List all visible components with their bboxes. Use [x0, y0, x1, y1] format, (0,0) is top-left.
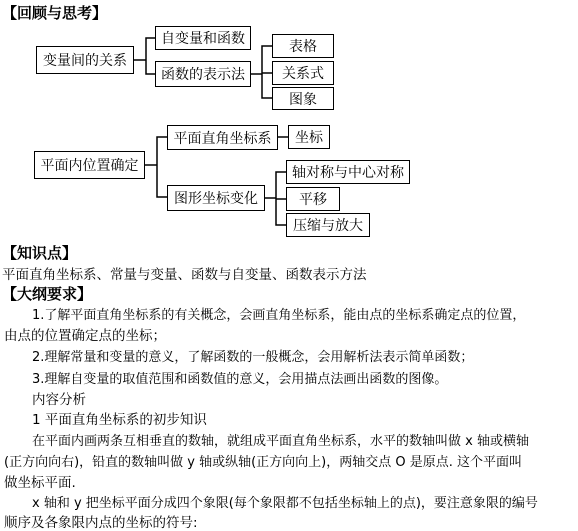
diagram1-level1-box-1: 函数的表示法	[155, 61, 251, 87]
section1-line-3: x 轴和 y 把坐标平面分成四个象限(每个象限都不包括坐标轴上的点)，要注意象限的编号	[32, 496, 538, 511]
diagram2-coord-box: 坐标	[288, 125, 330, 149]
section1-line-4: 顺序及各象限内点的坐标的符号:	[4, 515, 198, 531]
section1-line-0: 在平面内画两条互相垂直的数轴，就组成平面直角坐标系，水平的数轴叫做 x 轴或横轴	[32, 434, 529, 449]
diagram2-transform-box-2: 压缩与放大	[286, 213, 370, 237]
section1-line-2: 做坐标平面.	[4, 475, 76, 491]
section1-line-1: (正方向向右)，铅直的数轴叫做 y 轴或纵轴(正方向向上)，两轴交点 O 是原点. 这个平面叫	[4, 455, 523, 470]
outline-line-3: 3.理解自变量的取值范围和函数值的意义，会用描点法画出函数的图像。	[32, 372, 448, 387]
outline-heading: 【大纲要求】	[2, 285, 93, 303]
knowledge-text: 平面直角坐标系、常量与变量、函数与自变量、函数表示方法	[2, 267, 367, 283]
diagram2-level1-box-1: 图形坐标变化	[167, 185, 265, 211]
outline-line-0: 1.了解平面直角坐标系的有关概念，会画直角坐标系，能由点的坐标系确定点的位置，	[32, 308, 526, 323]
content-title: 内容分析	[32, 392, 86, 408]
diagram1-level2-box-1: 关系式	[272, 61, 334, 85]
diagram1-level2-box-2: 图象	[272, 87, 334, 110]
diagram2-root-box: 平面内位置确定	[34, 151, 145, 179]
section1-title: 1 平面直角坐标系的初步知识	[32, 412, 207, 428]
diagram1-level1-box-0: 自变量和函数	[155, 26, 251, 50]
outline-line-1: 由点的位置确定点的坐标；	[4, 328, 166, 344]
diagram2-level1-box-0: 平面直角坐标系	[167, 125, 278, 150]
diagram2-transform-box-1: 平移	[286, 187, 340, 211]
review-heading: 【回顾与思考】	[2, 4, 108, 22]
outline-line-2: 2.理解常量和变量的意义，了解函数的一般概念，会用解析法表示简单函数；	[32, 350, 474, 365]
knowledge-heading: 【知识点】	[2, 244, 78, 262]
diagram2-transform-box-0: 轴对称与中心对称	[286, 160, 410, 184]
diagram1-level2-box-0: 表格	[272, 34, 334, 58]
diagram1-root-box: 变量间的关系	[36, 46, 134, 74]
